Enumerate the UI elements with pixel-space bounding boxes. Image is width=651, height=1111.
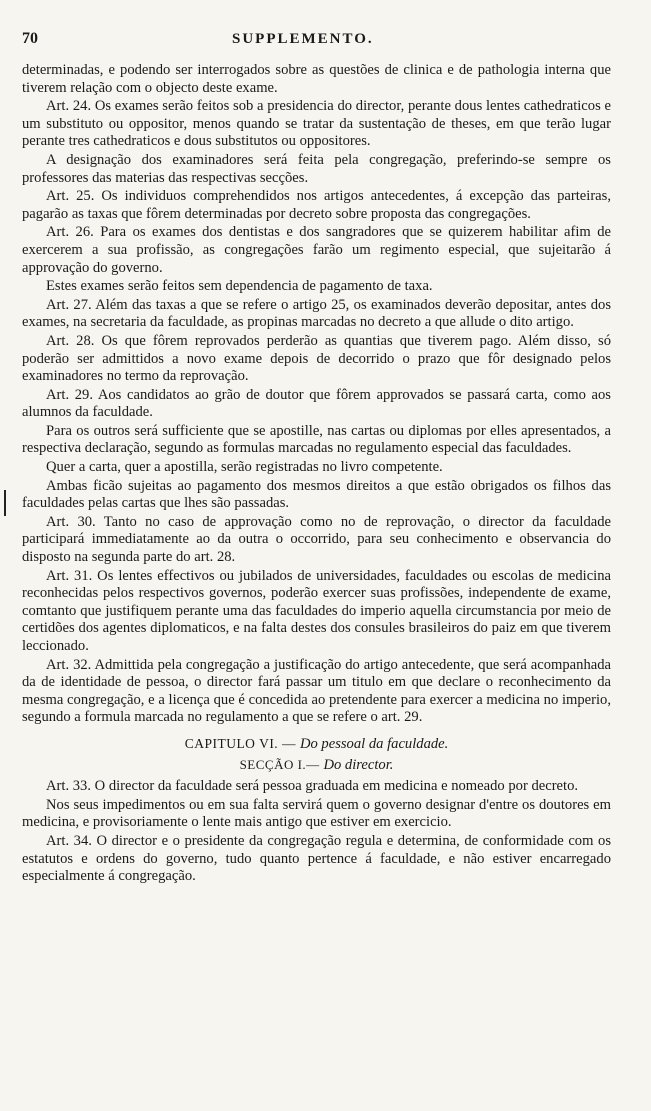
chapter-title: Do pessoal da faculdade. xyxy=(299,735,449,752)
paragraph: Art. 32. Admittida pela congregação a justificação do artigo antecedente, que será acompanhada da de identidade de pessoa, o director fará passar um titulo em que declare o reconhecimento da mesma congregação, e a licença que é concedida ao pretendente para exercer a medicina no imperio, segundo a formula marcada no regulamento a que se refere o art. 29. xyxy=(22,656,611,726)
paragraph: Art. 24. Os exames serão feitos sob a presidencia do director, perante dous lentes cathedraticos e um substituto ou oppositor, menos quando se tratar da sustentação de theses, em que terão lugar perante tres cathedraticos e dous substitutos ou oppositores. xyxy=(22,98,611,150)
body-text xyxy=(22,62,611,886)
running-header xyxy=(22,30,611,62)
paragraph: Para os outros será sufficiente que se apostille, nas cartas ou diplomas por elles apresentados, a respectiva declaração, segundo as formulas marcadas no regulamento especial das faculdades. xyxy=(22,422,611,457)
paragraph: Art. 31. Os lentes effectivos ou jubilados de universidades, faculdades ou escolas de medicina reconhecidas pelos respectivos governos, poderão exercer suas profissões, independente de exame, comtanto que justifiquem perante uma das faculdades do imperio aquella circumstancia por meio de certidões dos agentes diplomaticos, e na falta destes dos consules brasileiros do paiz em que tiverem leccionado. xyxy=(22,567,611,654)
paragraph: Art. 28. Os que fôrem reprovados perderão as quantias que tiverem pago. Além disso, só poderão ser admittidos a novo exame depois de decorrido o prazo que fôr designado pelos examinadores no termo da reprovação. xyxy=(22,332,611,385)
paragraph: Art. 25. Os individuos comprehendidos nos artigos antecedentes, á excepção das parteiras, pagarão as taxas que fôrem determinadas por decreto sobre proposta das congregações. xyxy=(22,188,611,222)
paragraph: A designação dos examinadores será feita pela congregação, preferindo-se sempre os professores das materias das respectivas secções. xyxy=(22,151,611,186)
paragraph: Quer a carta, quer a apostilla, serão registradas no livro competente. xyxy=(46,459,443,476)
paragraph: determinadas, e podendo ser interrogados sobre as questões de clinica e de pathologia interna que tiverem relação com o objecto deste exame. xyxy=(22,62,611,96)
paragraph: Art. 30. Tanto no caso de approvação como no de reprovação, o director da faculdade participará immediatamente ao da outra o occorrido, para seu conhecimento e observancia do disposto na segunda parte do art. 28. xyxy=(22,513,611,566)
page-number: 70 xyxy=(22,30,38,47)
margin-mark xyxy=(4,490,6,516)
paragraph: Art. 27. Além das taxas a que se refere o artigo 25, os examinados deverão depositar, antes dos exames, na secretaria da faculdade, as propinas marcadas no decreto a que allude o dito artigo. xyxy=(22,296,611,331)
paragraph: Ambas ficão sujeitas ao pagamento dos mesmos direitos a que estão obrigados os filhos das faculdades pelas cartas que lhes são passadas. xyxy=(22,477,611,512)
running-title: SUPPLEMENTO. xyxy=(232,31,374,47)
paragraph: Art. 29. Aos candidatos ao grão de doutor que fôrem approvados se passará carta, como aos alumnos da faculdade. xyxy=(22,386,611,421)
section-title: Do director. xyxy=(323,756,394,773)
chapter-label: CAPITULO VI. — xyxy=(184,735,297,751)
section-heading xyxy=(22,756,611,775)
paragraph: Art. 34. O director e o presidente da congregação regula e determina, de conformidade com os estatutos e ordens do governo, tudo quanto pertence á faculdade, e não estiver encarregado especialmente á congregação. xyxy=(22,832,611,885)
paragraph: Nos seus impedimentos ou em sua falta servirá quem o governo designar d'entre os doutores em medicina, e provisoriamente o lente mais antigo que estiver em exercicio. xyxy=(22,796,611,831)
paragraph: Art. 26. Para os exames dos dentistas e dos sangradores que se quizerem habilitar afim de exercerem a sua profissão, as congregações farão um regimento especial, que sujeitarão á approvação do governo. xyxy=(22,224,611,276)
section-label: SECÇÃO I.— xyxy=(239,756,320,772)
chapter-heading xyxy=(22,735,611,754)
paragraph: Estes exames serão feitos sem dependencia de pagamento de taxa. xyxy=(46,278,433,295)
paragraph: Art. 33. O director da faculdade será pessoa graduada em medicina e nomeado por decreto. xyxy=(46,778,579,795)
